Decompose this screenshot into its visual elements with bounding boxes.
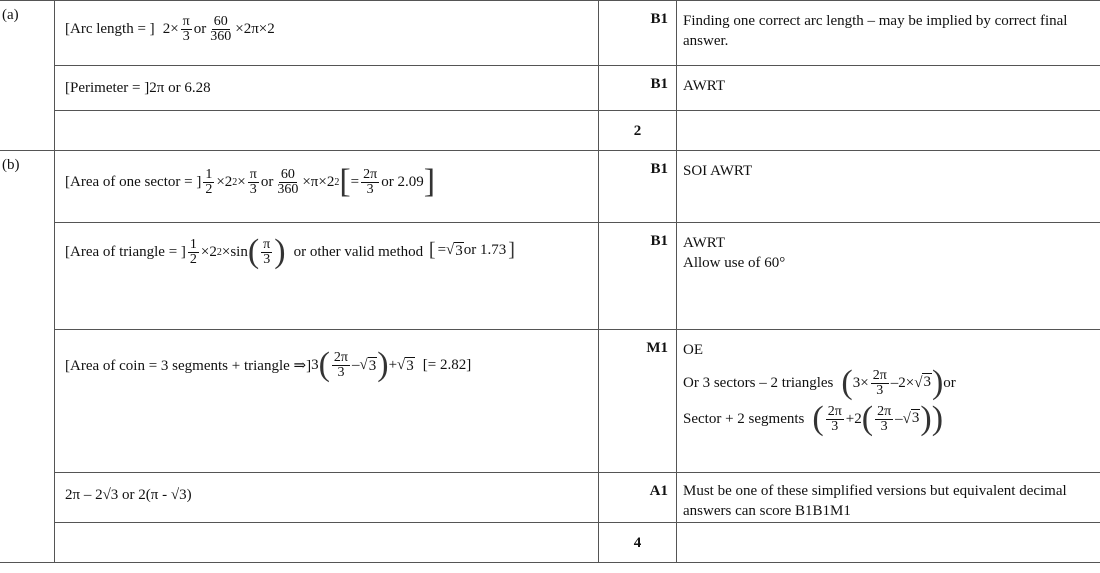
- guidance-line: AWRT: [683, 235, 726, 251]
- working-cell: [55, 523, 599, 563]
- triangle-area-expression: $\frac{1}{2}$ ×2 2 ×sin ( $\frac{\pi}{3}$ ): [189, 233, 286, 270]
- table-row: [0, 151, 1100, 223]
- working-cell: [Area of triangle = ] $\frac{1}{2}$ ×2 2 ×sin ( $\frac{\pi}{3}$ ) or other valid method [ = √ 3 or 1.73 ]: [55, 223, 599, 330]
- table-row: [0, 66, 1100, 111]
- mark-code: B1: [599, 151, 677, 223]
- guidance-line: Allow use of 60°: [683, 255, 786, 271]
- guidance-comment: Must be one of these simplified versions but equivalent decimal answers can score B1B1M1: [677, 473, 1100, 523]
- working-cell: [55, 111, 599, 151]
- perimeter-answer: 2π or 6.28: [149, 80, 211, 96]
- guidance-line: Sector + 2 segments: [683, 411, 805, 427]
- table-row: [0, 223, 1100, 330]
- triangle-method-note: or other valid method: [293, 243, 424, 260]
- working-cell: [55, 1, 599, 66]
- arc-length-label: [Arc length = ]: [65, 21, 155, 37]
- guidance-comment: [677, 523, 1100, 563]
- coin-area-label: [Area of coin = 3 segments + triangle ⇒]: [65, 357, 312, 374]
- mark-code: B1: [599, 66, 677, 111]
- table-row: [0, 1, 1100, 66]
- guidance-line: OE: [683, 342, 703, 358]
- or-word: or: [943, 375, 956, 391]
- mark-code: B1: [599, 223, 677, 330]
- guidance-comment: SOI AWRT: [677, 151, 1100, 223]
- table-row: [0, 111, 1100, 151]
- sector-area-result: or 2.09: [381, 173, 424, 190]
- sector-segments-expression: ( $\frac{2\pi}{3}$ +2 ( $\frac{2\pi}{3}$ – √ 3 )): [812, 400, 944, 437]
- working-cell: [55, 66, 599, 111]
- sectors-triangles-expression: ( 3× $\frac{2\pi}{3}$ –2× √ 3 ): [841, 364, 944, 401]
- sector-area-label: [Area of one sector = ]: [65, 173, 202, 190]
- working-cell: [Area of one sector = ] $\frac{1}{2}$ ×2 2 × $\frac{\pi}{3}$ or $\frac{60}{360}$ ×π×2 2 [ = $\frac{2\pi}{3}$ or 2.09 ]: [55, 151, 599, 223]
- triangle-area-label: [Area of triangle = ]: [65, 243, 186, 260]
- guidance-comment: Finding one correct arc length – may be implied by correct final answer.: [677, 1, 1100, 66]
- mark-code: B1: [599, 1, 677, 66]
- perimeter-label: [Perimeter = ]: [65, 80, 150, 96]
- guidance-comment: [677, 223, 1100, 330]
- sector-area-expression: $\frac{1}{2}$ ×2 2 × $\frac{\pi}{3}$ or $\frac{60}{360}$ ×π×2 2 [ = $\frac{2\pi}{3}$: [205, 163, 378, 200]
- guidance-comment: [677, 111, 1100, 151]
- mark-code: M1: [599, 330, 677, 473]
- coin-area-result: [= 2.82]: [422, 356, 472, 373]
- coin-area-expression: 3 ( $\frac{2\pi}{3}$ – √ 3 ) + √ 3: [311, 346, 414, 383]
- working-cell: [55, 473, 599, 523]
- table-row: [0, 473, 1100, 523]
- part-label-a: (a): [0, 1, 55, 151]
- total-marks: 2: [599, 111, 677, 151]
- guidance-comment: [677, 330, 1100, 473]
- guidance-comment: AWRT: [677, 66, 1100, 111]
- arc-length-expression: 2× $\frac{\pi}{3}$ or $\frac{60}{360}$ ×2π×2: [162, 14, 275, 44]
- triangle-area-value: or 1.73: [463, 241, 507, 258]
- guidance-line: Or 3 sectors – 2 triangles: [683, 375, 834, 391]
- table-row: [0, 330, 1100, 473]
- part-label-b: (b): [0, 151, 55, 563]
- final-answer: 2π – 2√3 or 2(π - √3): [65, 487, 192, 503]
- working-cell: [55, 330, 599, 473]
- mark-code: A1: [599, 473, 677, 523]
- table-row: [0, 523, 1100, 563]
- total-marks: 4: [599, 523, 677, 563]
